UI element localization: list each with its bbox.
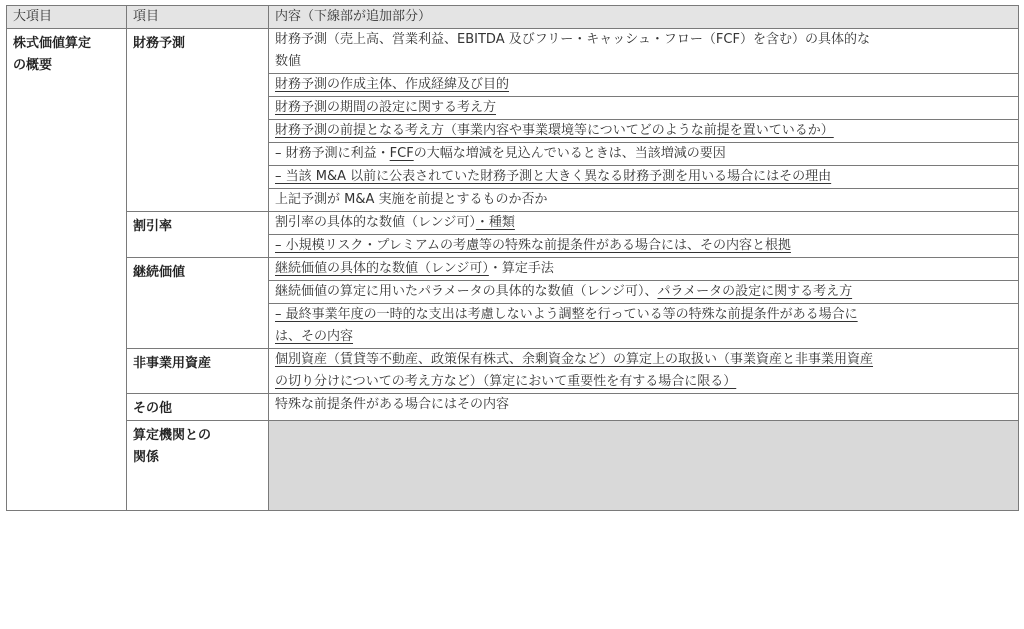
disclosure-table xyxy=(6,5,1019,511)
header-major: 大項目 xyxy=(7,6,127,29)
content-cell: 財務予測の作成主体、作成経緯及び目的 xyxy=(269,74,1019,97)
table-row xyxy=(7,394,1019,421)
item-other: その他 xyxy=(127,394,269,421)
content-cell: 個別資産（賃貸等不動産、政策保有株式、余剰資金など）の算定上の取扱い（事業資産と非事業用資産 の切り分けについての考え方など）（算定において重要性を有する場合に限る） xyxy=(269,349,1019,394)
item-terminal-value: 継続価値 xyxy=(127,258,269,349)
content-cell: – 財務予測に利益・FCFの大幅な増減を見込んでいるときは、当該増減の要因 xyxy=(269,143,1019,166)
content-cell: – 当該 M&A 以前に公表されていた財務予測と大きく異なる財務予測を用いる場合にはその理由 xyxy=(269,166,1019,189)
content-cell: 財務予測の期間の設定に関する考え方 xyxy=(269,97,1019,120)
content-cell: – 最終事業年度の一時的な支出は考慮しないよう調整を行っている等の特殊な前提条件がある場合に は、その内容 xyxy=(269,304,1019,349)
content-cell: 財務予測（売上高、営業利益、EBITDA 及びフリー・キャッシュ・フロー（FCF）を含む）の具体的な 数値 xyxy=(269,29,1019,74)
table-row xyxy=(7,349,1019,394)
item-empty-shaded xyxy=(269,421,1019,511)
table-row xyxy=(7,258,1019,281)
table-row xyxy=(7,212,1019,235)
header-row xyxy=(7,6,1019,29)
item-non-operating-assets: 非事業用資産 xyxy=(127,349,269,394)
table-row xyxy=(7,421,1019,466)
content-cell: 特殊な前提条件がある場合にはその内容 xyxy=(269,394,1019,421)
content-cell: 割引率の具体的な数値（レンジ可）・種類 xyxy=(269,212,1019,235)
category-valuation-overview: 株式価値算定 の概要 xyxy=(7,29,127,511)
header-content: 内容（下線部が追加部分） xyxy=(269,6,1019,29)
item-discount-rate: 割引率 xyxy=(127,212,269,258)
header-item: 項目 xyxy=(127,6,269,29)
content-cell: – 小規模リスク・プレミアムの考慮等の特殊な前提条件がある場合には、その内容と根拠 xyxy=(269,235,1019,258)
item-financial-forecast: 財務予測 xyxy=(127,29,269,212)
content-cell: 財務予測の前提となる考え方（事業内容や事業環境等についてどのような前提を置いているか） xyxy=(269,120,1019,143)
content-cell: 継続価値の算定に用いたパラメータの具体的な数値（レンジ可）、パラメータの設定に関する考え方 xyxy=(269,281,1019,304)
content-cell: 継続価値の具体的な数値（レンジ可）・算定手法 xyxy=(269,258,1019,281)
content-cell: 上記予測が M&A 実施を前提とするものか否か xyxy=(269,189,1019,212)
table-row xyxy=(7,29,1019,74)
category-valuation-agency-relationship: 算定機関との 関係 xyxy=(127,421,269,511)
